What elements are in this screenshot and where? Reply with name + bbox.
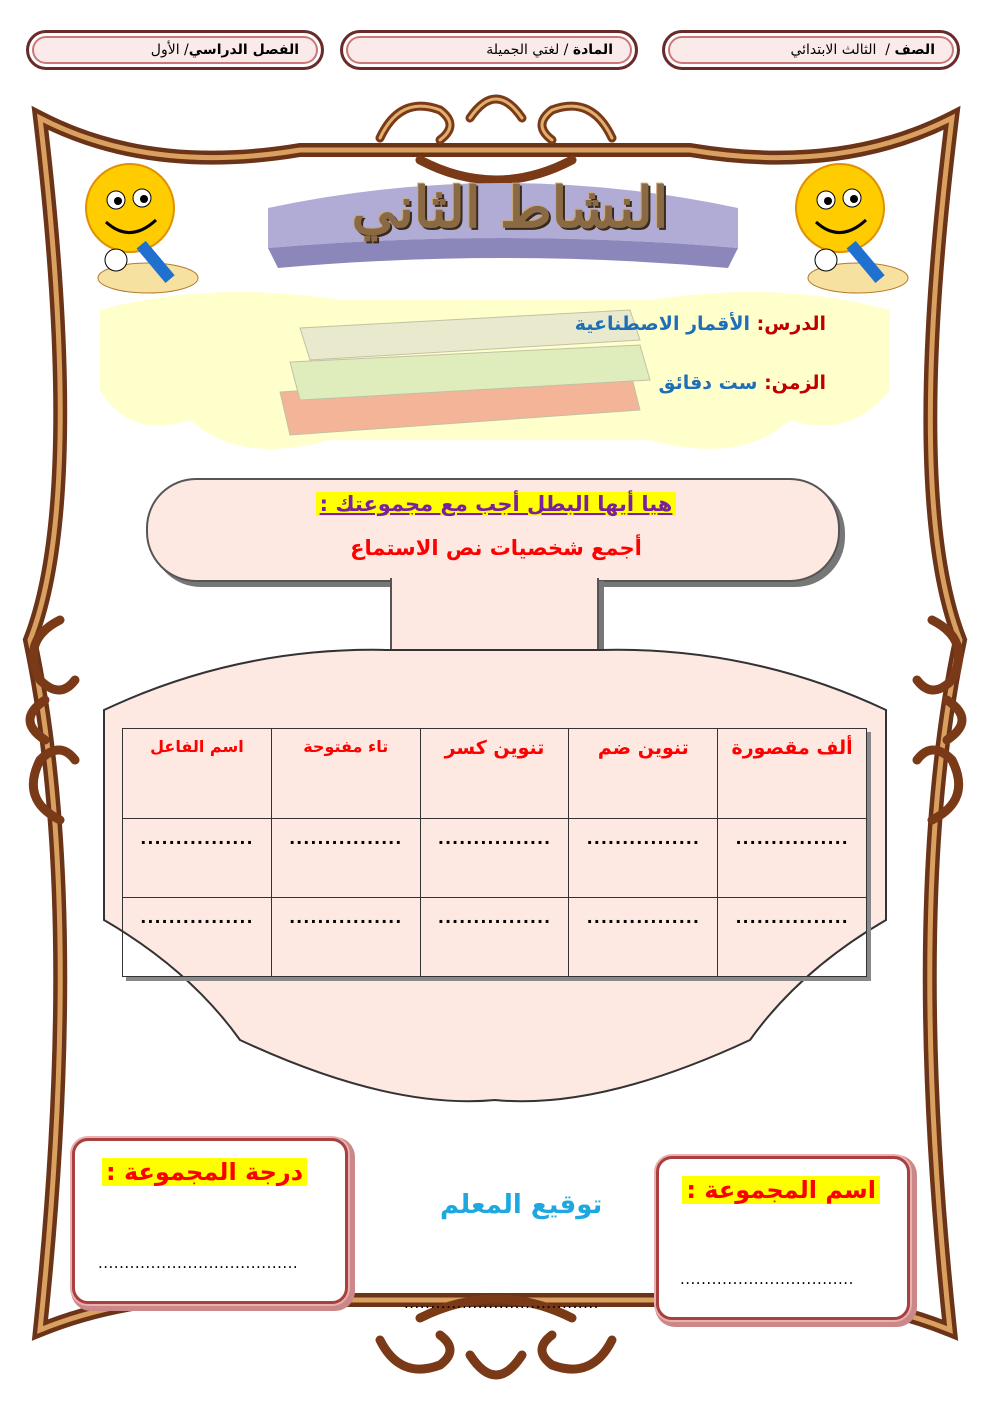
column-header: تنوين كسر bbox=[420, 729, 569, 819]
time-value: ست دقائق bbox=[658, 372, 758, 394]
dotted-blank: ................ bbox=[140, 908, 254, 927]
table-row bbox=[123, 819, 867, 898]
answer-cell[interactable] bbox=[271, 898, 420, 977]
dotted-blank: ................ bbox=[586, 908, 700, 927]
group-name-label: اسم المجموعة : bbox=[682, 1176, 880, 1204]
answer-cell[interactable] bbox=[569, 898, 718, 977]
column-header: ألف مقصورة bbox=[718, 729, 867, 819]
group-grade-blank[interactable]: ...................................... bbox=[98, 1254, 299, 1272]
answer-cell[interactable] bbox=[420, 898, 569, 977]
activity-title: النشاط الثاني bbox=[351, 175, 669, 241]
semester-label: الفصل الدراسي bbox=[188, 42, 299, 58]
teacher-signature-blank[interactable]: ..................................... bbox=[404, 1294, 599, 1312]
dotted-blank: ................ bbox=[289, 908, 403, 927]
table-row bbox=[123, 898, 867, 977]
dotted-blank: ................ bbox=[586, 829, 700, 848]
instruction-task: أجمع شخصيات نص الاستماع bbox=[350, 536, 642, 560]
column-header: تاء مفتوحة bbox=[271, 729, 420, 819]
group-grade-label: درجة المجموعة : bbox=[102, 1158, 307, 1186]
column-header: تنوين ضم bbox=[569, 729, 718, 819]
answer-cell[interactable] bbox=[718, 819, 867, 898]
teacher-signature-label: توقيع المعلم bbox=[440, 1190, 603, 1220]
grade-label: الصف bbox=[894, 42, 935, 58]
answer-cell[interactable] bbox=[718, 898, 867, 977]
semester-value: الأول bbox=[150, 42, 180, 58]
time-info bbox=[658, 372, 826, 394]
instruction-heading-text: هيا أيها البطل أجب مع مجموعتك : bbox=[316, 492, 677, 516]
lesson-label: الدرس: bbox=[756, 313, 826, 335]
dotted-blank: ................ bbox=[140, 829, 254, 848]
smiley-writing-icon bbox=[78, 160, 208, 300]
instruction-heading bbox=[0, 492, 992, 516]
answer-cell[interactable] bbox=[271, 819, 420, 898]
answer-cell[interactable] bbox=[420, 819, 569, 898]
dotted-blank: ................ bbox=[735, 908, 849, 927]
lesson-value: الأقمار الاصطناعية bbox=[574, 313, 750, 335]
subject-value: لغتي الجميلة bbox=[486, 42, 560, 58]
answer-cell[interactable] bbox=[123, 819, 272, 898]
answer-table bbox=[122, 728, 867, 977]
answer-cell[interactable] bbox=[569, 819, 718, 898]
smiley-writing-icon bbox=[788, 160, 918, 300]
group-name-blank[interactable]: ................................. bbox=[680, 1270, 854, 1288]
grade-value: الثالث الابتدائي bbox=[790, 42, 877, 58]
subject-pill: المادة / لغتي الجميلة bbox=[340, 30, 638, 70]
lesson-info bbox=[575, 313, 826, 335]
answer-cell[interactable] bbox=[123, 898, 272, 977]
subject-label: المادة bbox=[572, 42, 613, 58]
column-header: اسم الفاعل bbox=[123, 729, 272, 819]
time-label: الزمن: bbox=[764, 372, 826, 394]
semester-pill: الفصل الدراسي/ الأول bbox=[26, 30, 324, 70]
dotted-blank: ................ bbox=[289, 829, 403, 848]
dotted-blank: ................ bbox=[437, 829, 552, 848]
grade-pill: الصف / الثالث الابتدائي bbox=[662, 30, 960, 70]
table-header-row bbox=[123, 729, 867, 819]
dotted-blank: ................ bbox=[437, 908, 552, 927]
dotted-blank: ................ bbox=[735, 829, 849, 848]
